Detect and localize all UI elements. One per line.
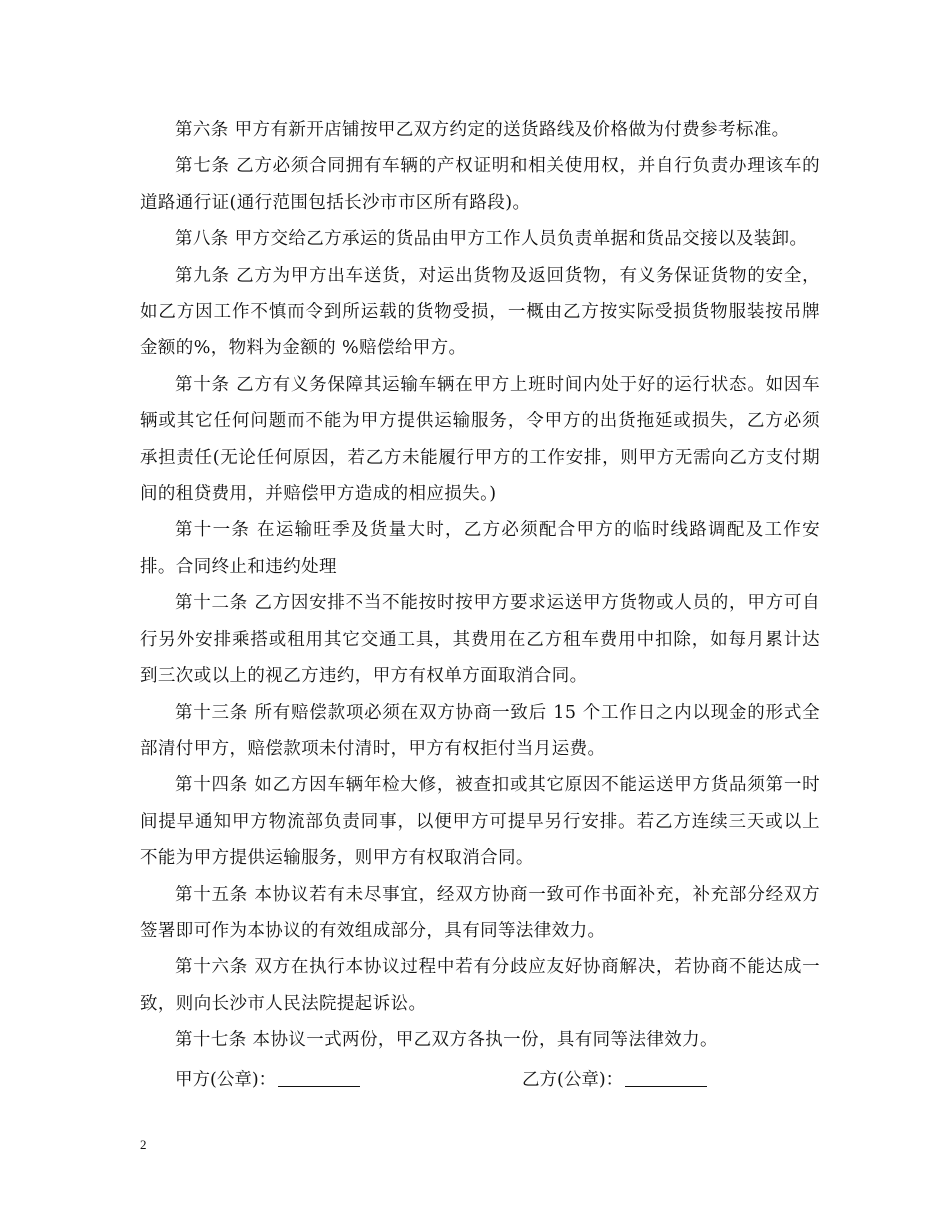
party-a-label: 甲方(公章)： xyxy=(175,1070,277,1090)
clause-8: 第八条 甲方交给乙方承运的货品由甲方工作人员负责单据和货品交接以及装卸。 xyxy=(175,229,808,250)
clause-11: 第十一条 在运输旺季及货量大时，乙方必须配合甲方的临时线路调配及工作安排。合同终止和违约处理 xyxy=(140,520,820,577)
contract-clauses xyxy=(140,112,820,1059)
party-b-label: 乙方(公章)： xyxy=(522,1070,624,1090)
clause-15: 第十五条 本协议若有未尽事宜，经双方协商一致可作书面补充，补充部分经双方签署即可作为本协议的有效组成部分，具有同等法律效力。 xyxy=(140,884,820,941)
clause-9: 第九条 乙方为甲方出车送货，对运出货物及返回货物，有义务保证货物的安全，如乙方因工作不慎而令到所运载的货物受损，一概由乙方按实际受损货物服装按吊牌金额的%，物料为金额的 %赔偿给甲方。 xyxy=(140,265,820,359)
clause-17: 第十七条 本协议一式两份，甲乙双方各执一份，具有同等法律效力。 xyxy=(175,1030,718,1051)
party-b-signature-line xyxy=(625,1064,707,1087)
party-a-signature xyxy=(175,1062,360,1098)
signature-row xyxy=(175,1062,815,1098)
page-number: 2 xyxy=(140,1137,147,1152)
party-b-signature xyxy=(522,1062,707,1098)
clause-13: 第十三条 所有赔偿款项必须在双方协商一致后 15 个工作日之内以现金的形式全部清付甲方，赔偿款项未付清时，甲方有权拒付当月运费。 xyxy=(140,702,820,759)
clause-10: 第十条 乙方有义务保障其运输车辆在甲方上班时间内处于好的运行状态。如因车辆或其它任何问题而不能为甲方提供运输服务，令甲方的出货拖延或损失，乙方必须承担责任(无论任何原因，若乙方未能履行甲方的工作安排，则甲方无需向乙方支付期间的租贷费用，并赔偿甲方造成的相应损失。) xyxy=(140,374,820,505)
clause-6: 第六条 甲方有新开店铺按甲乙双方约定的送货路线及价格做为付费参考标准。 xyxy=(175,120,790,140)
clause-7: 第七条 乙方必须合同拥有车辆的产权证明和相关使用权，并自行负责办理该车的道路通行证(通行范围包括长沙市市区所有路段)。 xyxy=(140,156,820,213)
party-a-signature-line xyxy=(278,1064,360,1087)
clause-16: 第十六条 双方在执行本协议过程中若有分歧应友好协商解决，若协商不能达成一致，则向长沙市人民法院提起诉讼。 xyxy=(140,957,820,1014)
clause-14: 第十四条 如乙方因车辆年检大修，被查扣或其它原因不能运送甲方货品须第一时间提早通知甲方物流部负责同事，以便甲方可提早另行安排。若乙方连续三天或以上不能为甲方提供运输服务，则甲方有权取消合同。 xyxy=(140,775,820,869)
clause-12: 第十二条 乙方因安排不当不能按时按甲方要求运送甲方货物或人员的，甲方可自行另外安排乘搭或租用其它交通工具，其费用在乙方租车费用中扣除，如每月累计达到三次或以上的视乙方违约，甲方有权单方面取消合同。 xyxy=(140,593,820,687)
